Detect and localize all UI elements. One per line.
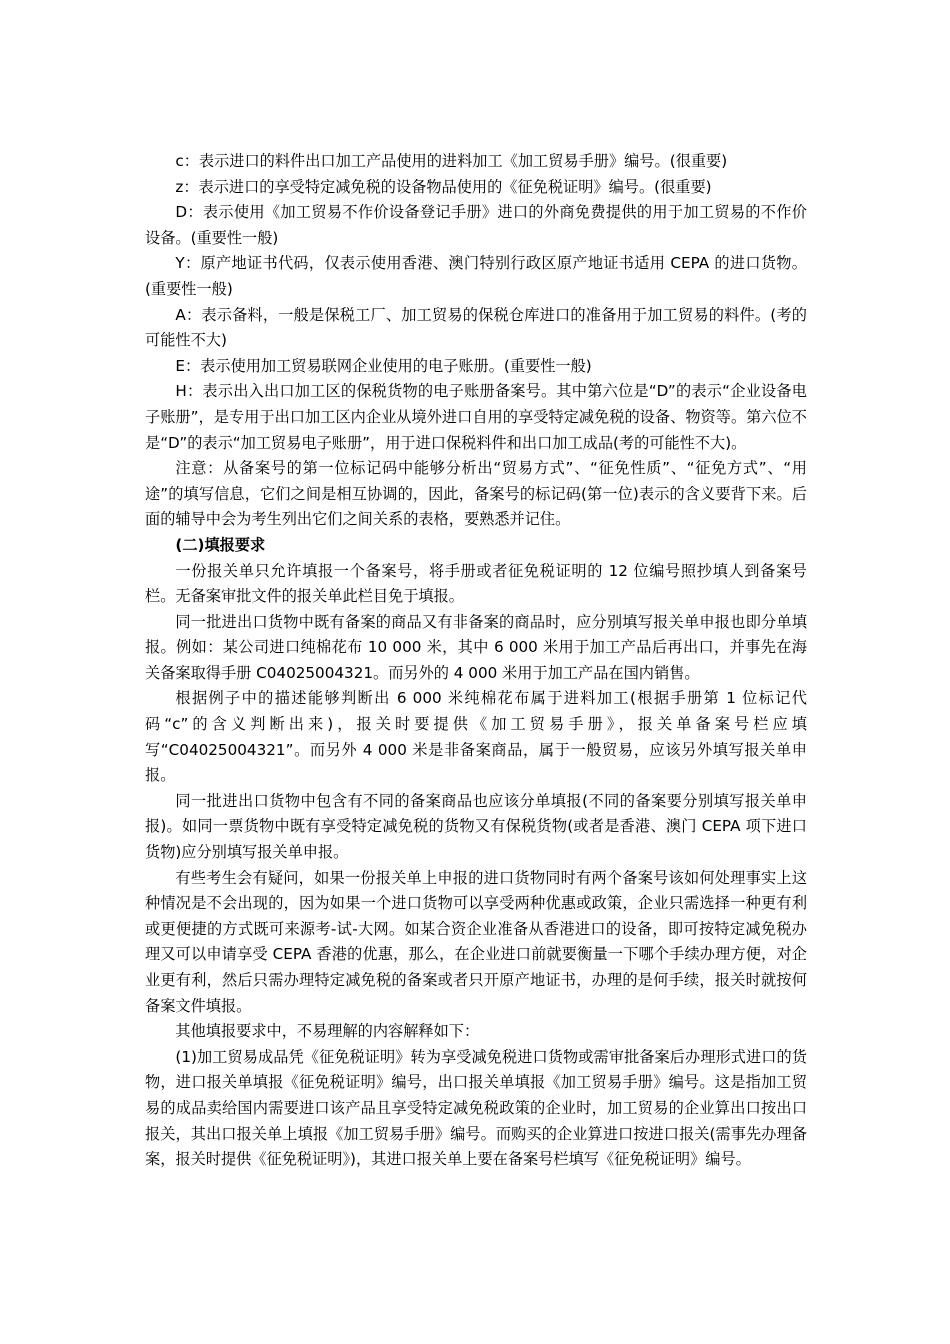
paragraph-code-a: A：表示备料，一般是保税工厂、加工贸易的保税仓库进口的准备用于加工贸易的料件。(考的可能性不大) — [145, 305, 807, 350]
paragraph-requirement-7: (1)加工贸易成品凭《征免税证明》转为享受减免税进口货物或需审批备案后办理形式进口的货物，进口报关单填报《征免税证明》编号，出口报关单填报《加工贸易手册》编号。这是指加工贸易的成品卖给国内需要进口该产品且享受特定减免税政策的企业时，加工贸易的企业算出口按出口报关，其出口报关单上填报《加工贸易手册》编号。而购买的企业算进口按进口报关(需事先办理备案，报关时提供《征免税证明》)，其进口报关单上要在备案号栏填写《征免税证明》编号。 — [145, 1047, 807, 1169]
paragraph-code-c: c：表示进口的料件出口加工产品使用的进料加工《加工贸易手册》编号。(很重要) — [175, 152, 728, 170]
paragraph-code-e: E：表示使用加工贸易联网企业使用的电子账册。(重要性一般) — [175, 356, 592, 375]
paragraph-requirement-6: 其他填报要求中，不易理解的内容解释如下： — [175, 1022, 480, 1041]
paragraph-note: 注意：从备案号的第一位标记码中能够分析出“贸易方式”、“征免性质”、“征免方式”、“用途”的填写信息，它们之间是相互协调的，因此，备案号的标记码(第一位)表示的含义要背下来。后面的辅导中会为考生列出它们之间关系的表格，要熟悉并记住。 — [145, 459, 807, 529]
paragraph-code-y: Y：原产地证书代码，仅表示使用香港、澳门特别行政区原产地证书适用 CEPA 的进口货物。(重要性一般) — [145, 254, 807, 298]
paragraph-code-z: z：表示进口的享受特定减免税的设备物品使用的《征免税证明》编号。(很重要) — [175, 177, 712, 196]
paragraph-requirement-5: 有些考生会有疑问，如果一份报关单上申报的进口货物同时有两个备案号该如何处理事实上这种情况是不会出现的，因为如果一个进口货物可以享受两种优惠或政策，企业只需选择一种更有利或更便捷的方式既可来源考-试-大网。如某合资企业准备从香港进口的设备，即可按特定减免税办理又可以申请享受 CEPA 香港的优惠，那么，在企业进口前就要衡量一下哪个手续办理方便，对企业更有利，然后只需办理特定减免税的备案或者只开原产地证书，办理的是何手续，报关时就按何备案文件填报。 — [145, 868, 807, 1015]
document-body — [145, 149, 807, 1173]
paragraph-code-d: D：表示使用《加工贸易不作价设备登记手册》进口的外商免费提供的用于加工贸易的不作价设备。(重要性一般) — [145, 203, 807, 247]
paragraph-requirement-2: 同一批进出口货物中既有备案的商品又有非备案的商品时，应分别填写报关单申报也即分单填报。例如：某公司进口纯棉花布 10 000 米，其中 6 000 米用于加工产品后再出口，并事先在海关备案取得手册 C04025004321。而另外的 4 000 米用于加工产品在国内销售。 — [145, 612, 807, 682]
paragraph-requirement-3: 根据例子中的描述能够判断出 6 000 米纯棉花布属于进料加工(根据手册第 1 位标记代码“c”的含义判断出来)，报关时要提供《加工贸易手册》，报关单备案号栏应填写“C04025004321”。而另外 4 000 米是非备案商品，属于一般贸易，应该另外填写报关单申报。 — [145, 689, 807, 785]
paragraph-requirement-4: 同一批进出口货物中包含有不同的备案商品也应该分单填报(不同的备案要分别填写报关单申报)。如同一票货物中既有享受特定减免税的货物又有保税货物(或者是香港、澳门 CEPA 项下进口货物)应分别填写报关单申报。 — [145, 791, 807, 862]
section-heading: (二)填报要求 — [175, 535, 266, 554]
paragraph-code-h: H：表示出入出口加工区的保税货物的电子账册备案号。其中第六位是“D”的表示“企业设备电子账册”，是专用于出口加工区内企业从境外进口自用的享受特定减免税的设备、物资等。第六位不是“D”的表示“加工贸易电子账册”，用于进口保税料件和出口加工成品(考的可能性不大)。 — [145, 382, 807, 452]
paragraph-requirement-1: 一份报关单只允许填报一个备案号，将手册或者征免税证明的 12 位编号照抄填人到备案号栏。无备案审批文件的报关单此栏目免于填报。 — [145, 561, 807, 606]
